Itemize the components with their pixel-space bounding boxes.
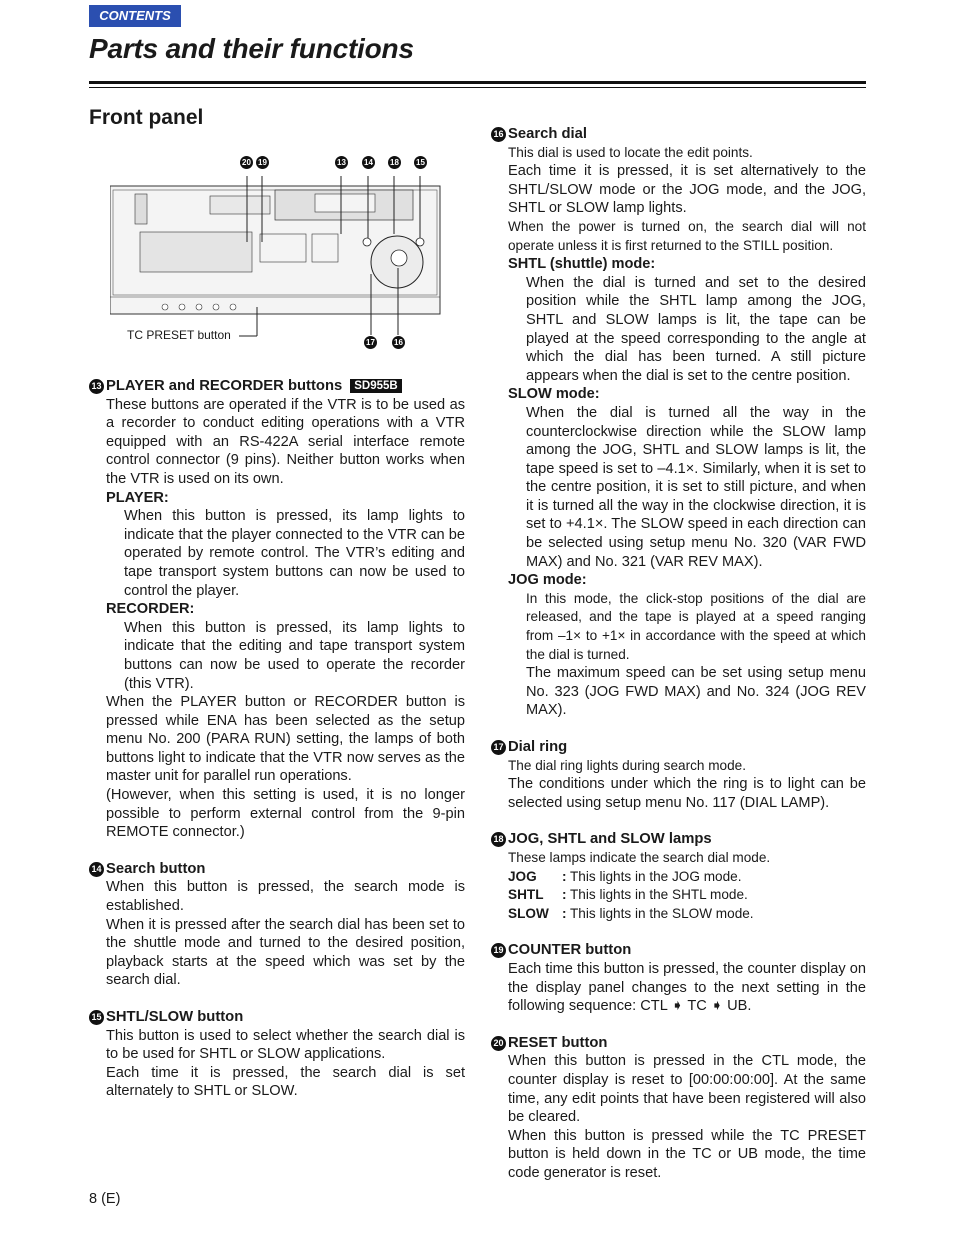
item-16-title: Search dial bbox=[508, 126, 587, 142]
item-15-title: SHTL/SLOW button bbox=[106, 1009, 244, 1025]
item-14-text-2: When it is pressed after the search dial has been set to the shuttle mode and turned to the desired position, playback starts at the speed which was set by the search dial. bbox=[106, 916, 465, 989]
player-text: When this button is pressed, its lamp lights to indicate that the player connected to the VTR can be operated by remote control. The VTR’s editing and tape transport system buttons can now be used to control the player. bbox=[124, 508, 465, 599]
callout-16: 16 bbox=[392, 336, 405, 349]
item-17-text-2: The conditions under which the ring is to light can be selected using setup menu No. 117 (DIAL LAMP). bbox=[508, 776, 866, 811]
number-18-icon: 18 bbox=[491, 832, 506, 847]
item-17-title: Dial ring bbox=[508, 739, 568, 755]
item-16-text-2: Each time it is pressed, it is set alternatively to the SHTL/SLOW mode or the JOG mode, and the JOG, SHTL or SLOW lamp lights. bbox=[508, 163, 866, 217]
recorder-heading: RECORDER: bbox=[106, 601, 195, 618]
item-20-text: When this button is pressed in the CTL mode, the counter display is reset to [00:00:00:00]. At the same time, any edit points that have been registered will also be cleared. bbox=[508, 1053, 866, 1126]
callout-15: 15 bbox=[414, 156, 427, 169]
item-15 bbox=[89, 1008, 465, 1101]
shtl-mode-heading: SHTL (shuttle) mode: bbox=[508, 256, 656, 273]
number-19-icon: 19 bbox=[491, 943, 506, 958]
lamp-desc: This lights in the SHTL mode. bbox=[570, 887, 748, 903]
number-20-icon: 20 bbox=[491, 1036, 506, 1051]
item-18-title: JOG, SHTL and SLOW lamps bbox=[508, 831, 712, 848]
jog-mode-text: In this mode, the click-stop positions of the dial are released, and the tape is played at a speed ranging from –1× to +1× in accordance with the speed at which the dial is turned. bbox=[526, 590, 866, 662]
recorder-text: When this button is pressed, its lamp lights to indicate that the editing and tape transport system buttons can now be used to operate the recorder (this VTR). bbox=[124, 619, 465, 692]
title-rule-thin bbox=[89, 87, 866, 88]
shtl-mode-text: When the dial is turned and set to the desired position while the SHTL lamp among the JOG, SHTL and SLOW lamps is lit, the tape can be played at the speed corresponding to the angle at which the dial has been turned. A still picture appears when the dial is set to the centre position. bbox=[526, 274, 866, 384]
vtr-front-panel-drawing bbox=[110, 150, 455, 355]
callout-20: 20 bbox=[240, 156, 253, 169]
item-16 bbox=[491, 125, 866, 720]
item-14 bbox=[89, 860, 465, 990]
lamp-colon: : bbox=[562, 868, 567, 884]
lamp-colon: : bbox=[562, 887, 567, 903]
title-rule bbox=[89, 81, 866, 84]
item-18-text: These lamps indicate the search dial mode. bbox=[508, 849, 771, 865]
callout-14: 14 bbox=[362, 156, 375, 169]
item-13-title: PLAYER and RECORDER buttons bbox=[106, 378, 343, 394]
tc-preset-label: TC PRESET button bbox=[127, 328, 231, 342]
lamp-row-shtl bbox=[508, 886, 866, 905]
item-16-text-3: When the power is turned on, the search dial will not operate unless it is first returned to the STILL position. bbox=[508, 218, 866, 253]
lamp-row-slow bbox=[508, 905, 866, 924]
item-19-text: Each time this button is pressed, the counter display on the display panel changes to the next setting in the following sequence: CTL ➧ TC ➧ UB. bbox=[508, 960, 866, 1015]
item-18 bbox=[491, 830, 866, 923]
slow-mode-heading: SLOW mode: bbox=[508, 386, 600, 403]
item-16-text: This dial is used to locate the edit points. bbox=[508, 144, 753, 160]
lamp-key: SHTL bbox=[508, 887, 544, 903]
number-15-icon: 15 bbox=[89, 1010, 104, 1025]
item-13-text: These buttons are operated if the VTR is to be used as a recorder to conduct editing operations with a VTR equipped with an RS-422A serial interface remote control connector (9 pins). Neither button works when the VTR is used on its own. bbox=[106, 396, 465, 487]
item-19 bbox=[491, 941, 866, 1015]
item-20-text-2: When this button is pressed while the TC PRESET button is held down in the TC or UB mode, the time code generator is reset. bbox=[508, 1127, 866, 1181]
lamp-row-jog bbox=[508, 868, 866, 887]
number-16-icon: 16 bbox=[491, 127, 506, 142]
player-heading: PLAYER: bbox=[106, 489, 169, 506]
item-13 bbox=[89, 377, 465, 842]
number-13-icon: 13 bbox=[89, 379, 104, 394]
item-20 bbox=[491, 1034, 866, 1183]
slow-mode-text: When the dial is turned all the way in the counterclockwise direction while the SLOW lamp among the JOG, SHTL and SLOW lamps is lit, the tape speed is set to –4.1×. Similarly, when it is set to the centre position, it is set to still picture, and when it is turned all the way in the clockwise direction, it is set to +4.1×. The SLOW speed in each direction can be selected using setup menu No. 320 (VAR FWD MAX) and No. 321 (VAR REV MAX). bbox=[526, 404, 866, 570]
item-17 bbox=[491, 738, 866, 812]
item-13-text-2: When the PLAYER button or RECORDER button is pressed while ENA has been selected as the setup menu No. 200 (PARA RUN) setting, the lamps of both buttons light to indicate that the VTR now serves as the master unit for parallel run operations. bbox=[106, 694, 465, 785]
item-14-title: Search button bbox=[106, 860, 206, 877]
jog-mode-heading: JOG mode: bbox=[508, 572, 587, 589]
front-panel-illustration bbox=[110, 150, 455, 355]
callout-17: 17 bbox=[364, 336, 377, 349]
callout-18: 18 bbox=[388, 156, 401, 169]
item-15-text-2: Each time it is pressed, the search dial is set alternately to SHTL or SLOW. bbox=[106, 1064, 465, 1100]
page-title: Parts and their functions bbox=[89, 33, 414, 64]
section-title: Front panel bbox=[89, 106, 204, 129]
model-badge: SD955B bbox=[350, 379, 401, 393]
lamp-colon: : bbox=[562, 905, 567, 921]
lamp-key: SLOW bbox=[508, 905, 549, 921]
left-column bbox=[89, 377, 465, 1119]
item-17-text: The dial ring lights during search mode. bbox=[508, 757, 747, 773]
item-20-title: RESET button bbox=[508, 1034, 608, 1051]
item-13-text-3: (However, when this setting is used, it is no longer possible to perform external control from the 9-pin REMOTE connector.) bbox=[106, 787, 465, 841]
lamp-desc: This lights in the SLOW mode. bbox=[570, 905, 754, 921]
item-14-text: When this button is pressed, the search mode is established. bbox=[106, 879, 465, 915]
callout-19: 19 bbox=[256, 156, 269, 169]
right-column bbox=[491, 125, 866, 1200]
item-15-text: This button is used to select whether the search dial is to be used for SHTL or SLOW applications. bbox=[106, 1027, 465, 1063]
jog-mode-text-2: The maximum speed can be set using setup menu No. 323 (JOG FWD MAX) and No. 324 (JOG REV MAX). bbox=[526, 665, 866, 719]
contents-link[interactable]: CONTENTS bbox=[89, 5, 181, 27]
number-17-icon: 17 bbox=[491, 740, 506, 755]
lamp-desc: This lights in the JOG mode. bbox=[570, 868, 742, 884]
number-14-icon: 14 bbox=[89, 862, 104, 877]
page-number: 8 (E) bbox=[89, 1191, 121, 1207]
lamp-key: JOG bbox=[508, 868, 537, 884]
item-19-title: COUNTER button bbox=[508, 942, 632, 959]
callout-13: 13 bbox=[335, 156, 348, 169]
